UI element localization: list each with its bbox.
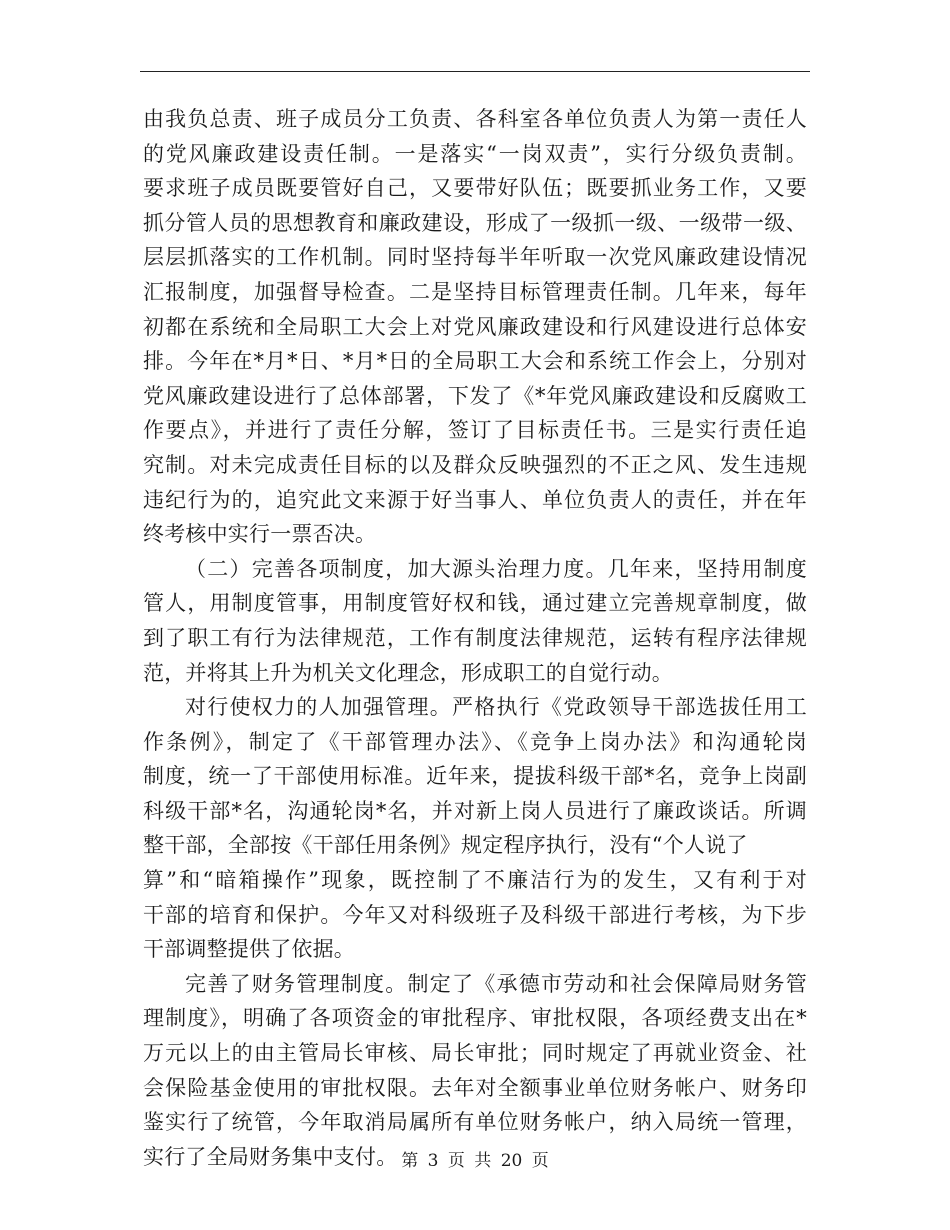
text-line: 抓分管人员的思想教育和廉政建设，形成了一级抓一级、一级带一级、	[143, 210, 807, 235]
text-line: 初都在系统和全局职工大会上对党风廉政建设和行风建设进行总体安	[143, 314, 807, 339]
text-line: 要求班子成员既要管好自己，又要带好队伍；既要抓业务工作，又要	[143, 176, 807, 201]
document-body	[143, 102, 807, 1174]
text-line: 排。今年在*月*日、*月*日的全局职工大会和系统工作会上，分别对	[143, 349, 807, 374]
text-line: 到了职工有行为法律规范，工作有制度法律规范，运转有程序法律规	[143, 625, 807, 650]
text-line: 究制。对未完成责任目标的以及群众反映强烈的不正之风、发生违规	[143, 452, 807, 477]
text-line: 汇报制度，加强督导检查。二是坚持目标管理责任制。几年来，每年	[143, 279, 807, 304]
text-line: 干部的培育和保护。今年又对科级班子及科级干部进行考核，为下步	[143, 902, 807, 927]
text-line: 科级干部*名，沟通轮岗*名，并对新上岗人员进行了廉政谈话。所调	[143, 798, 807, 823]
header-rule	[140, 71, 810, 72]
text-line: （二）完善各项制度，加大源头治理力度。几年来，坚持用制度	[185, 556, 807, 581]
text-line: 作条例》，制定了《干部管理办法》、《竞争上岗办法》和沟通轮岗	[143, 729, 807, 754]
text-line: 理制度》，明确了各项资金的审批程序、审批权限，各项经费支出在*	[143, 1006, 807, 1031]
text-line: 实行了全局财务集中支付。	[143, 1144, 398, 1169]
text-line: 层层抓落实的工作机制。同时坚持每半年听取一次党风廉政建设情况	[143, 245, 807, 270]
text-line: 作要点》，并进行了责任分解，签订了目标责任书。三是实行责任追	[143, 418, 807, 443]
text-line: 鉴实行了统管，今年取消局属所有单位财务帐户，纳入局统一管理，	[143, 1110, 807, 1135]
text-line: 制度，统一了干部使用标准。近年来，提拔科级干部*名，竞争上岗副	[143, 764, 807, 789]
text-line: 终考核中实行一票否决。	[143, 522, 377, 547]
text-line: 由我负总责、班子成员分工负责、各科室各单位负责人为第一责任人	[143, 107, 807, 131]
text-line: 万元以上的由主管局长审核、局长审批；同时规定了再就业资金、社	[143, 1041, 807, 1066]
page-footer	[0, 1150, 950, 1172]
text-line: 党风廉政建设进行了总体部署，下发了《*年党风廉政建设和反腐败工	[143, 383, 807, 408]
text-line: 会保险基金使用的审批权限。去年对全额事业单位财务帐户、财务印	[143, 1075, 807, 1100]
text-line: 对行使权力的人加强管理。严格执行《党政领导干部选拔任用工	[185, 695, 807, 720]
text-line: 干部调整提供了依据。	[143, 937, 355, 962]
text-line: 违纪行为的，追究此文来源于好当事人、单位负责人的责任，并在年	[143, 487, 807, 512]
text-line: 算”和“暗箱操作”现象，既控制了不廉洁行为的发生，又有利于对	[143, 868, 807, 893]
text-line: 范，并将其上升为机关文化理念，形成职工的自觉行动。	[143, 660, 673, 685]
text-line: 的党风廉政建设责任制。一是落实“一岗双责”，实行分级负责制。	[143, 141, 807, 166]
text-line: 整干部，全部按《干部任用条例》规定程序执行，没有“个人说了	[143, 833, 748, 858]
text-line: 完善了财务管理制度。制定了《承德市劳动和社会保障局财务管	[185, 971, 807, 996]
page-number: 第 3 页 共 20 页	[401, 1151, 549, 1171]
text-line: 管人，用制度管事，用制度管好权和钱，通过建立完善规章制度，做	[143, 591, 807, 616]
